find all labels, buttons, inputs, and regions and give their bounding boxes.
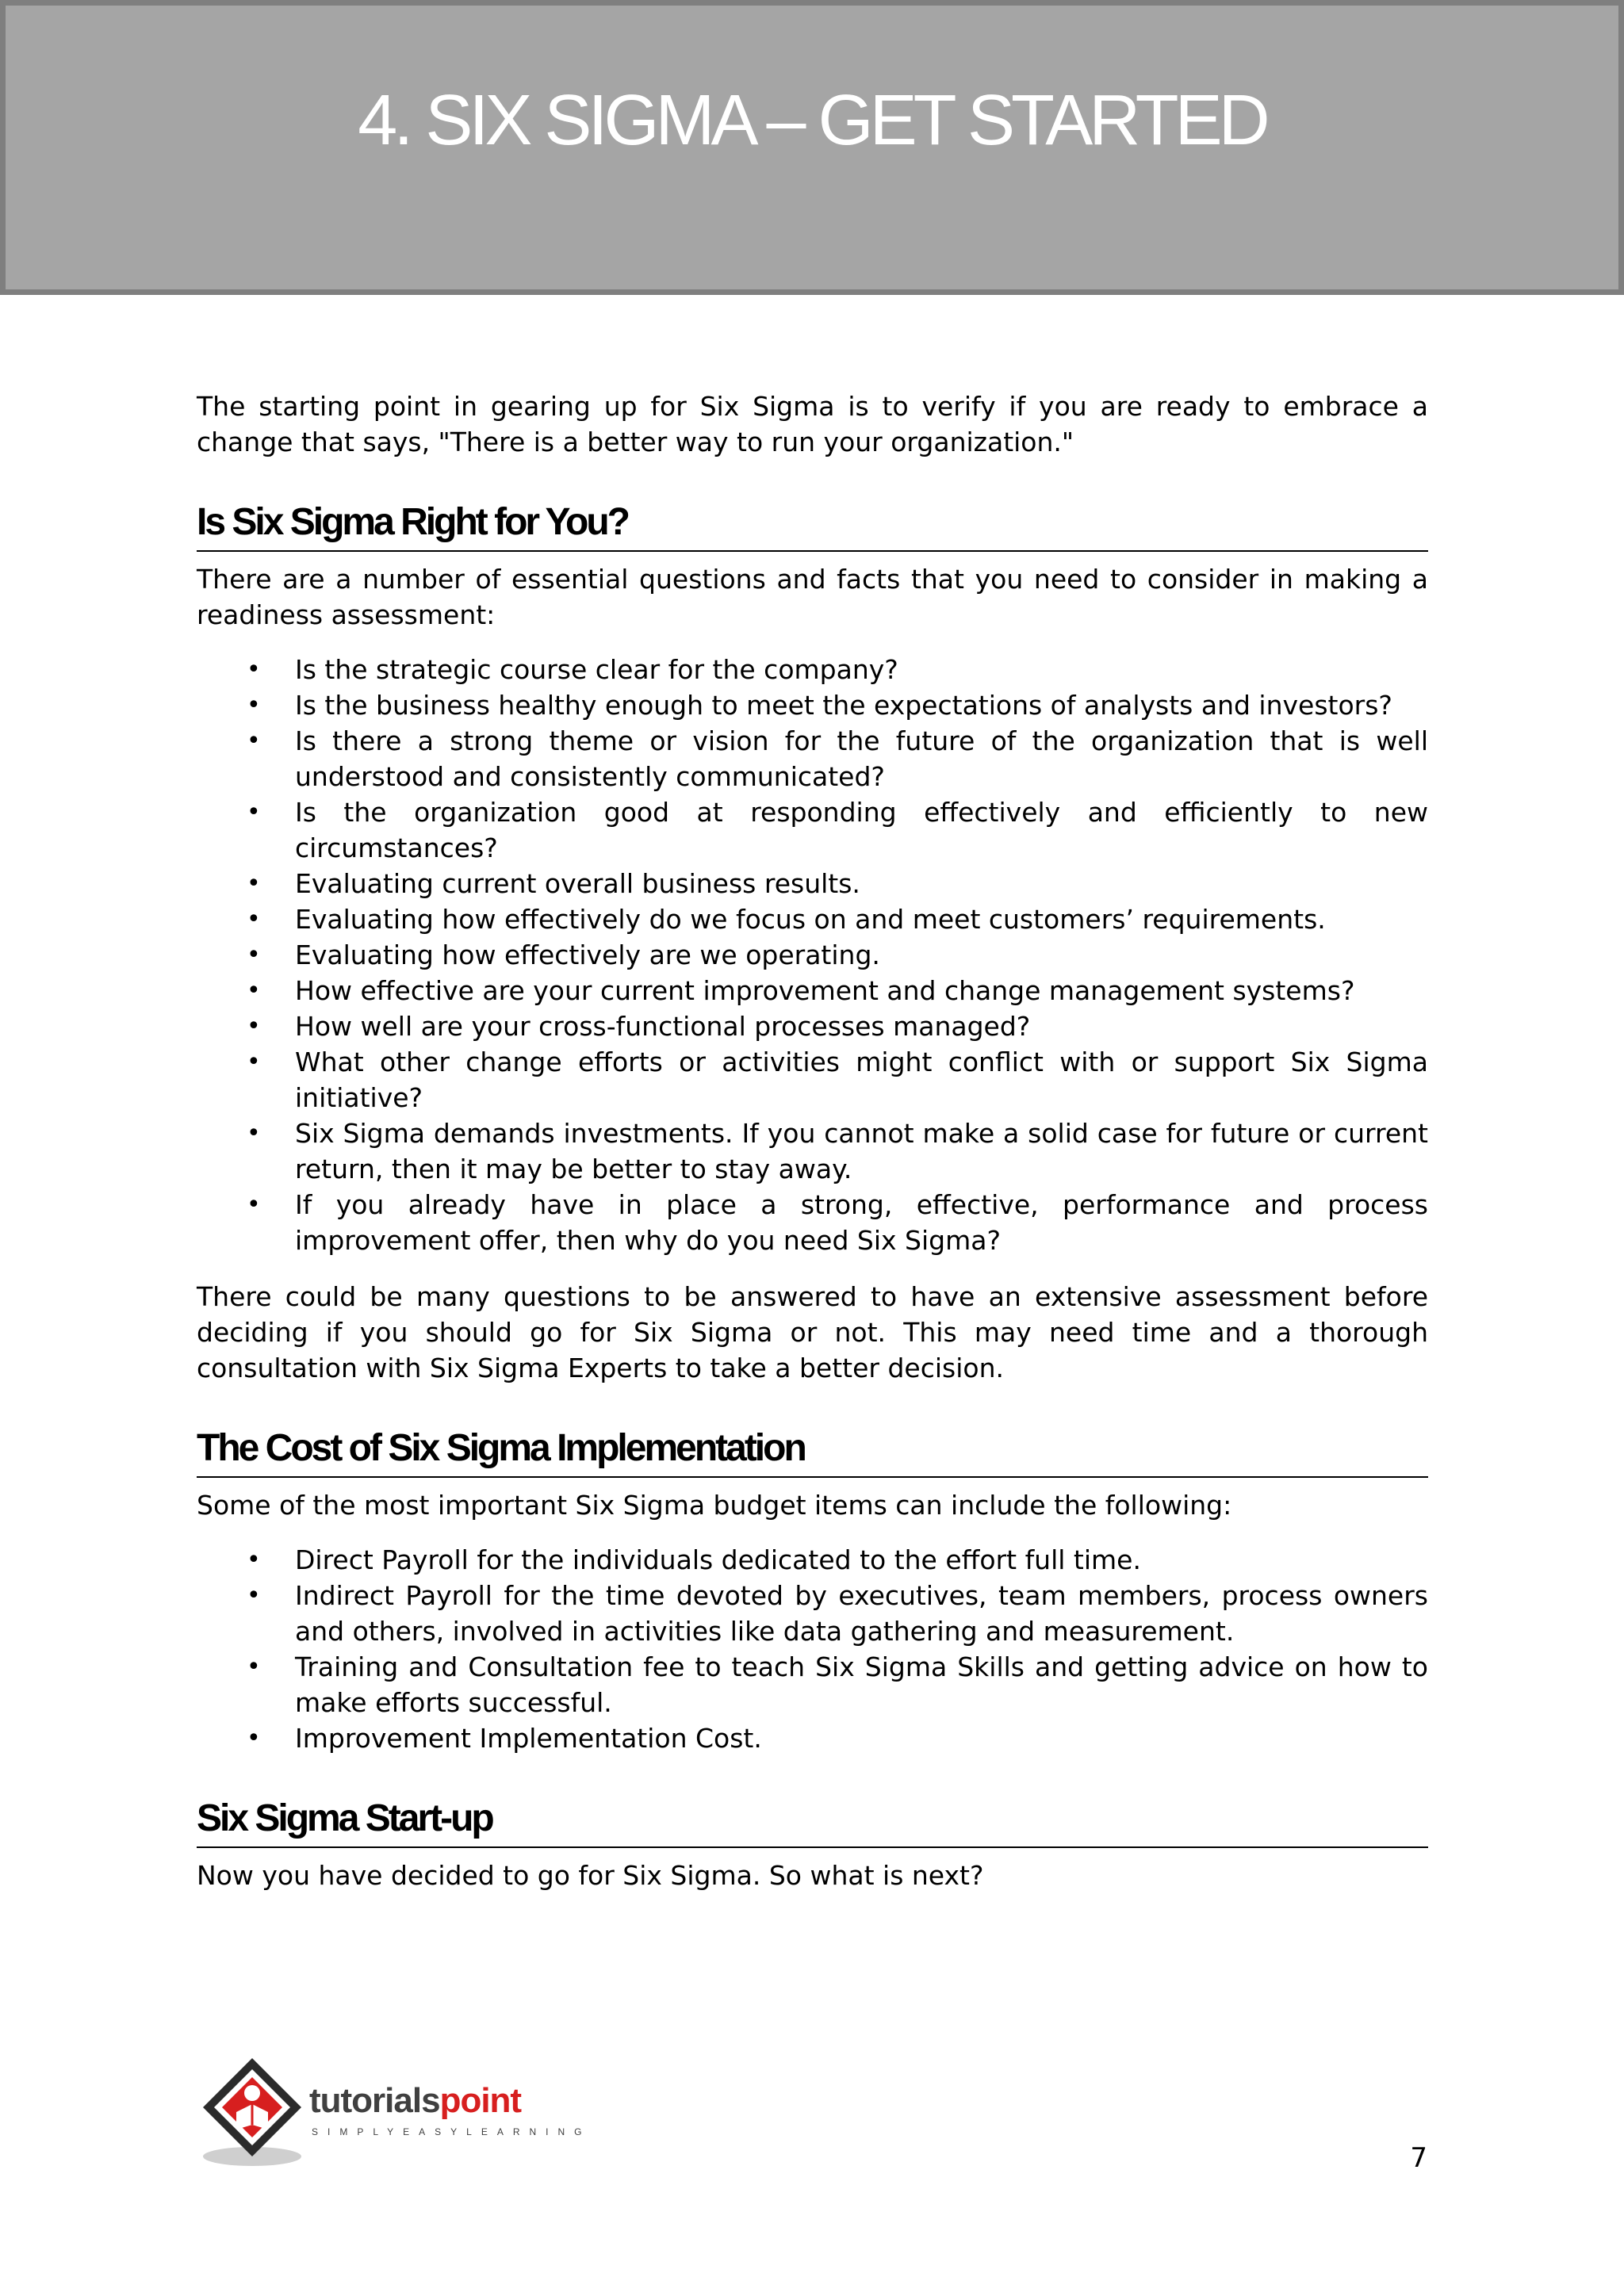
bullet-icon: • — [247, 1012, 261, 1040]
list-item — [197, 794, 1428, 866]
list-item-text: Evaluating how effectively do we focus on and meet customers’ requirements. — [295, 904, 1326, 935]
list-item — [197, 1720, 1428, 1756]
bullet-icon: • — [247, 977, 261, 1004]
list-item-text: Is the organization good at responding effectively and efficiently to new circumstances? — [295, 797, 1428, 863]
section-heading-start-up: Six Sigma Start-up — [197, 1791, 1428, 1848]
list-item-text: What other change efforts or activities might conflict with or support Six Sigma initiative? — [295, 1047, 1428, 1113]
list-item — [197, 937, 1428, 973]
bullet-icon: • — [247, 1724, 261, 1752]
chapter-title: 4. SIX SIGMA – GET STARTED — [358, 81, 1266, 160]
bullet-icon: • — [247, 941, 261, 969]
bullet-icon: • — [247, 1048, 261, 1076]
bullet-icon: • — [247, 691, 261, 719]
list-item-text: Evaluating current overall business results. — [295, 868, 860, 899]
readiness-question-list — [197, 652, 1428, 1258]
bullet-icon: • — [247, 1119, 261, 1147]
bullet-icon: • — [247, 1582, 261, 1609]
list-item-text: Training and Consultation fee to teach Six Sigma Skills and getting advice on how to make efforts successful. — [295, 1651, 1428, 1718]
list-item — [197, 1578, 1428, 1649]
list-item — [197, 973, 1428, 1008]
list-item-text: Improvement Implementation Cost. — [295, 1723, 762, 1754]
bullet-icon: • — [247, 905, 261, 933]
section-closing-paragraph: There could be many questions to be answered to have an extensive assessment before deciding if you should go for Six Sigma or not. This may need time and a thorough consultation with Six Sigma Experts to take a better decision. — [197, 1281, 1428, 1383]
list-item-text: How effective are your current improvement and change management systems? — [295, 975, 1355, 1006]
list-item-text: Is the strategic course clear for the company? — [295, 654, 898, 685]
bullet-icon: • — [247, 798, 261, 826]
list-item-text: Indirect Payroll for the time devoted by executives, team members, process owners and others, involved in activities like data gathering and measurement. — [295, 1580, 1428, 1647]
list-item-text: If you already have in place a strong, effective, performance and process improvement offer, then why do you need Six Sigma? — [295, 1189, 1428, 1256]
section-heading-cost: The Cost of Six Sigma Implementation — [197, 1421, 1428, 1478]
logo-tagline: SIMPLYEASYLEARNING — [312, 2126, 592, 2137]
logo-wordmark: tutorialspoint — [309, 2081, 522, 2120]
list-item-text: Evaluating how effectively are we operating. — [295, 939, 880, 970]
list-item — [197, 652, 1428, 687]
list-item — [197, 723, 1428, 794]
list-item — [197, 1187, 1428, 1258]
list-item-text: How well are your cross-functional processes managed? — [295, 1011, 1031, 1042]
section-lead-paragraph: Now you have decided to go for Six Sigma. So what is next? — [197, 1860, 984, 1891]
chapter-banner — [0, 0, 1624, 295]
bullet-icon: • — [247, 1191, 261, 1219]
list-item — [197, 1542, 1428, 1578]
bullet-icon: • — [247, 1653, 261, 1681]
intro-paragraph: The starting point in gearing up for Six Sigma is to verify if you are ready to embrace a change that says, "There is a better way to run your organization." — [197, 391, 1428, 457]
list-item — [197, 901, 1428, 937]
bullet-icon: • — [247, 1546, 261, 1574]
list-item-text: Is the business healthy enough to meet the expectations of analysts and investors? — [295, 690, 1392, 721]
list-item-text: Six Sigma demands investments. If you cannot make a solid case for future or current return, then it may be better to stay away. — [295, 1118, 1428, 1184]
list-item — [197, 1044, 1428, 1115]
list-item — [197, 866, 1428, 901]
bullet-icon: • — [247, 656, 261, 683]
section-lead-paragraph: Some of the most important Six Sigma budget items can include the following: — [197, 1490, 1232, 1521]
list-item-text: Direct Payroll for the individuals dedicated to the effort full time. — [295, 1544, 1141, 1575]
bullet-icon: • — [247, 727, 261, 755]
list-item-text: Is there a strong theme or vision for the future of the organization that is well understood and consistently communicated? — [295, 725, 1428, 792]
list-item — [197, 1115, 1428, 1187]
section-heading-right-for-you: Is Six Sigma Right for You? — [197, 495, 1428, 552]
list-item — [197, 1649, 1428, 1720]
bullet-icon: • — [247, 870, 261, 897]
tutorialspoint-logo — [197, 2053, 593, 2172]
section-lead-paragraph: There are a number of essential questions and facts that you need to consider in making a readiness assessment: — [197, 564, 1428, 630]
list-item — [197, 687, 1428, 723]
budget-items-list — [197, 1542, 1428, 1756]
list-item — [197, 1008, 1428, 1044]
logo-emblem-icon — [197, 2053, 316, 2172]
page-number: 7 — [1410, 2142, 1427, 2174]
page-content — [197, 388, 1428, 1893]
